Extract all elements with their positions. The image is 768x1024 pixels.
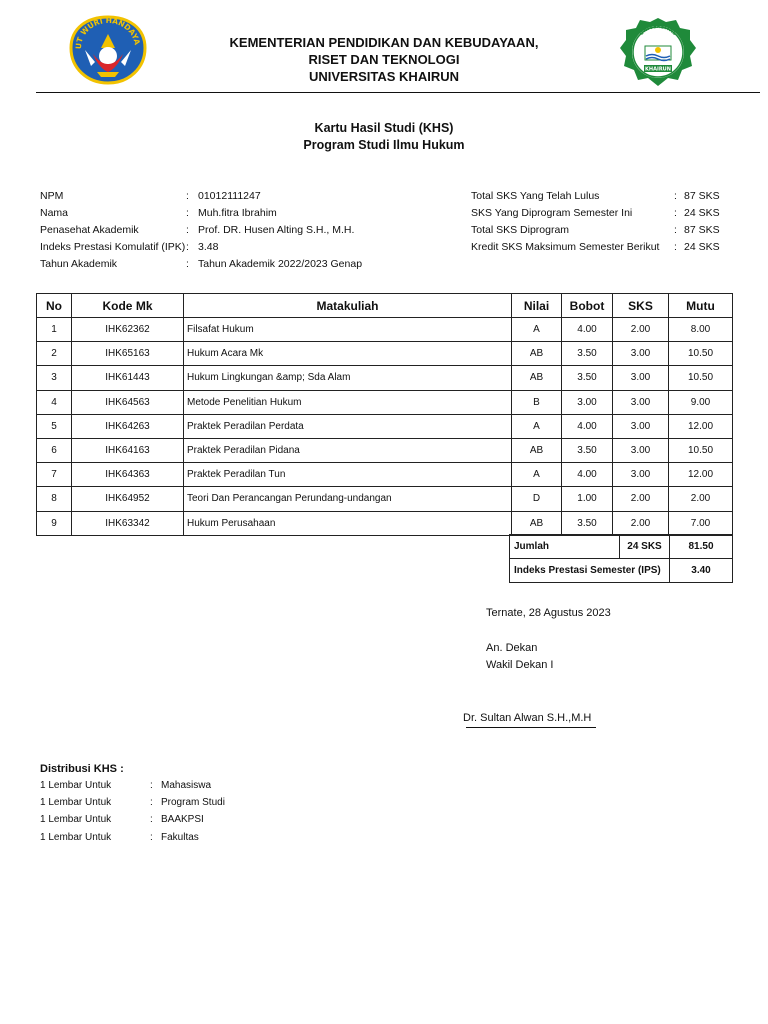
info-label: Kredit SKS Maksimum Semester Berikut: [471, 241, 660, 253]
cell-kode-mk: IHK64163: [72, 438, 184, 462]
info-colon: :: [186, 241, 189, 253]
svg-text:UNIVERSITAS: UNIVERSITAS: [638, 23, 678, 37]
info-colon: :: [674, 241, 677, 253]
cell-nilai: B: [512, 390, 562, 414]
cell-matakuliah: Teori Dan Perancangan Perundang-undangan: [184, 487, 512, 511]
cell-matakuliah: Praktek Peradilan Pidana: [184, 438, 512, 462]
cell-no: 8: [37, 487, 72, 511]
cell-nilai: AB: [512, 366, 562, 390]
student-info: [40, 188, 460, 273]
cell-mutu: 7.00: [669, 511, 733, 535]
table-row: [37, 366, 733, 390]
info-value: 87 SKS: [684, 190, 720, 202]
svg-text:TUT WURI HANDAYANI: UT WURI HANDAYA: [73, 15, 142, 50]
cell-kode-mk: IHK63342: [72, 511, 184, 535]
cell-sks: 2.00: [613, 318, 669, 342]
info-colon: :: [186, 207, 189, 219]
summary-row-jumlah: [510, 535, 733, 559]
info-row-tahun-akademik: [40, 256, 460, 273]
cell-bobot: 3.50: [562, 366, 613, 390]
distribution-value: Mahasiswa: [161, 780, 212, 791]
cell-matakuliah: Praktek Peradilan Tun: [184, 463, 512, 487]
cell-bobot: 3.50: [562, 438, 613, 462]
col-header-matakuliah: Matakuliah: [184, 294, 512, 318]
cell-bobot: 3.50: [562, 511, 613, 535]
cell-no: 3: [37, 366, 72, 390]
info-value: Muh.fitra Ibrahim: [198, 207, 277, 219]
table-row: [37, 414, 733, 438]
info-colon: :: [674, 190, 677, 202]
cell-matakuliah: Hukum Acara Mk: [184, 342, 512, 366]
distribution-colon: :: [150, 814, 153, 825]
distribution-label: 1 Lembar Untuk: [40, 780, 112, 791]
cell-matakuliah: Praktek Peradilan Perdata: [184, 414, 512, 438]
distribution-value: Fakultas: [161, 832, 199, 843]
distribution-label: 1 Lembar Untuk: [40, 832, 112, 843]
document-title: Kartu Hasil Studi (KHS): [314, 121, 454, 135]
distribution-title: Distribusi KHS :: [40, 763, 124, 775]
cell-no: 9: [37, 511, 72, 535]
distribution-label: 1 Lembar Untuk: [40, 797, 112, 808]
distribution-value: BAAKPSI: [161, 814, 204, 825]
cell-nilai: AB: [512, 438, 562, 462]
cell-mutu: 12.00: [669, 414, 733, 438]
cell-matakuliah: Filsafat Hukum: [184, 318, 512, 342]
cell-bobot: 3.50: [562, 342, 613, 366]
info-colon: :: [186, 258, 189, 270]
info-row-npm: [40, 188, 460, 205]
info-row-total-sks-lulus: [471, 188, 731, 205]
cell-nilai: A: [512, 414, 562, 438]
info-value: 24 SKS: [684, 207, 720, 219]
table-row: [37, 318, 733, 342]
cell-no: 6: [37, 438, 72, 462]
signer-name: Dr. Sultan Alwan S.H.,M.H: [463, 712, 592, 724]
cell-kode-mk: IHK61443: [72, 366, 184, 390]
place-date: Ternate, 28 Agustus 2023: [486, 607, 611, 619]
col-header-mutu: Mutu: [669, 294, 733, 318]
cell-kode-mk: IHK65163: [72, 342, 184, 366]
cell-bobot: 4.00: [562, 463, 613, 487]
cell-bobot: 3.00: [562, 390, 613, 414]
cell-matakuliah: Hukum Perusahaan: [184, 511, 512, 535]
info-colon: :: [186, 190, 189, 202]
col-header-sks: SKS: [613, 294, 669, 318]
cell-nilai: A: [512, 318, 562, 342]
cell-mutu: 10.50: [669, 366, 733, 390]
info-row-ipk: [40, 239, 460, 256]
info-value: 01012111247: [198, 190, 261, 202]
signer-role-1: An. Dekan: [486, 642, 538, 654]
study-program-title: Program Studi Ilmu Hukum: [303, 138, 465, 152]
cell-bobot: 4.00: [562, 414, 613, 438]
tut-wuri-handayani-logo: [67, 14, 149, 86]
summary-row-ips: [510, 559, 733, 583]
info-value: Prof. DR. Husen Alting S.H., M.H.: [198, 224, 355, 236]
info-label: Nama: [40, 207, 69, 219]
university-name: UNIVERSITAS KHAIRUN: [309, 69, 459, 84]
distribution-value: Program Studi: [161, 797, 225, 808]
cell-sks: 3.00: [613, 463, 669, 487]
col-header-bobot: Bobot: [562, 294, 613, 318]
cell-sks: 3.00: [613, 438, 669, 462]
ministry-name-line2: RISET DAN TEKNOLOGI: [308, 52, 460, 67]
info-label: Penasehat Akademik: [40, 224, 139, 236]
cell-sks: 2.00: [613, 511, 669, 535]
table-row: [37, 438, 733, 462]
cell-mutu: 12.00: [669, 463, 733, 487]
info-value: 3.48: [198, 241, 219, 253]
info-row-kredit-maksimum: [471, 239, 731, 256]
cell-no: 4: [37, 390, 72, 414]
info-colon: :: [674, 224, 677, 236]
cell-mutu: 8.00: [669, 318, 733, 342]
info-label: NPM: [40, 190, 64, 202]
info-value: 87 SKS: [684, 224, 720, 236]
svg-text:KHAIRUN: KHAIRUN: [645, 66, 671, 73]
cell-mutu: 10.50: [669, 438, 733, 462]
info-colon: :: [186, 224, 189, 236]
cell-kode-mk: IHK64952: [72, 487, 184, 511]
info-label: Indeks Prestasi Komulatif (IPK): [40, 241, 186, 253]
table-row: [37, 390, 733, 414]
jumlah-label: Jumlah: [510, 535, 620, 559]
cell-sks: 3.00: [613, 390, 669, 414]
info-label: Tahun Akademik: [40, 258, 118, 270]
cell-kode-mk: IHK64563: [72, 390, 184, 414]
info-label: Total SKS Yang Telah Lulus: [471, 190, 600, 202]
table-header-row: [37, 294, 733, 318]
cell-sks: 3.00: [613, 342, 669, 366]
jumlah-mutu: 81.50: [670, 535, 733, 559]
universitas-khairun-logo: [620, 16, 696, 88]
cell-kode-mk: IHK64363: [72, 463, 184, 487]
signer-role-2: Wakil Dekan I: [486, 659, 554, 671]
summary-table: [509, 534, 733, 583]
info-row-nama: [40, 205, 460, 222]
cell-no: 2: [37, 342, 72, 366]
cell-mutu: 2.00: [669, 487, 733, 511]
cell-mutu: 9.00: [669, 390, 733, 414]
distribution-colon: :: [150, 797, 153, 808]
ips-label: Indeks Prestasi Semester (IPS): [510, 559, 670, 583]
info-value: 24 SKS: [684, 241, 720, 253]
info-label: SKS Yang Diprogram Semester Ini: [471, 207, 633, 219]
cell-nilai: D: [512, 487, 562, 511]
distribution-label: 1 Lembar Untuk: [40, 814, 112, 825]
signature-line: [466, 727, 596, 728]
cell-nilai: A: [512, 463, 562, 487]
cell-kode-mk: IHK62362: [72, 318, 184, 342]
info-label: Total SKS Diprogram: [471, 224, 570, 236]
cell-nilai: AB: [512, 511, 562, 535]
col-header-no: No: [37, 294, 72, 318]
table-row: [37, 511, 733, 535]
ministry-name-line1: KEMENTERIAN PENDIDIKAN DAN KEBUDAYAAN,: [229, 35, 539, 50]
ips-value: 3.40: [670, 559, 733, 583]
grades-table: [36, 293, 733, 536]
col-header-kode-mk: Kode Mk: [72, 294, 184, 318]
col-header-nilai: Nilai: [512, 294, 562, 318]
cell-sks: 3.00: [613, 414, 669, 438]
cell-mutu: 10.50: [669, 342, 733, 366]
distribution-colon: :: [150, 780, 153, 791]
cell-sks: 3.00: [613, 366, 669, 390]
cell-matakuliah: Hukum Lingkungan &amp; Sda Alam: [184, 366, 512, 390]
info-value: Tahun Akademik 2022/2023 Genap: [198, 258, 363, 270]
info-row-penasehat: [40, 222, 460, 239]
jumlah-sks: 24 SKS: [620, 535, 670, 559]
cell-sks: 2.00: [613, 487, 669, 511]
cell-no: 1: [37, 318, 72, 342]
info-row-sks-diprogram-semester: [471, 205, 731, 222]
table-row: [37, 342, 733, 366]
sks-info: [471, 188, 731, 256]
info-colon: :: [674, 207, 677, 219]
info-row-total-sks-diprogram: [471, 222, 731, 239]
distribution-colon: :: [150, 832, 153, 843]
table-row: [37, 487, 733, 511]
cell-kode-mk: IHK64263: [72, 414, 184, 438]
cell-bobot: 4.00: [562, 318, 613, 342]
header-divider: [36, 92, 760, 93]
cell-no: 5: [37, 414, 72, 438]
table-row: [37, 463, 733, 487]
cell-nilai: AB: [512, 342, 562, 366]
cell-matakuliah: Metode Penelitian Hukum: [184, 390, 512, 414]
cell-no: 7: [37, 463, 72, 487]
cell-bobot: 1.00: [562, 487, 613, 511]
